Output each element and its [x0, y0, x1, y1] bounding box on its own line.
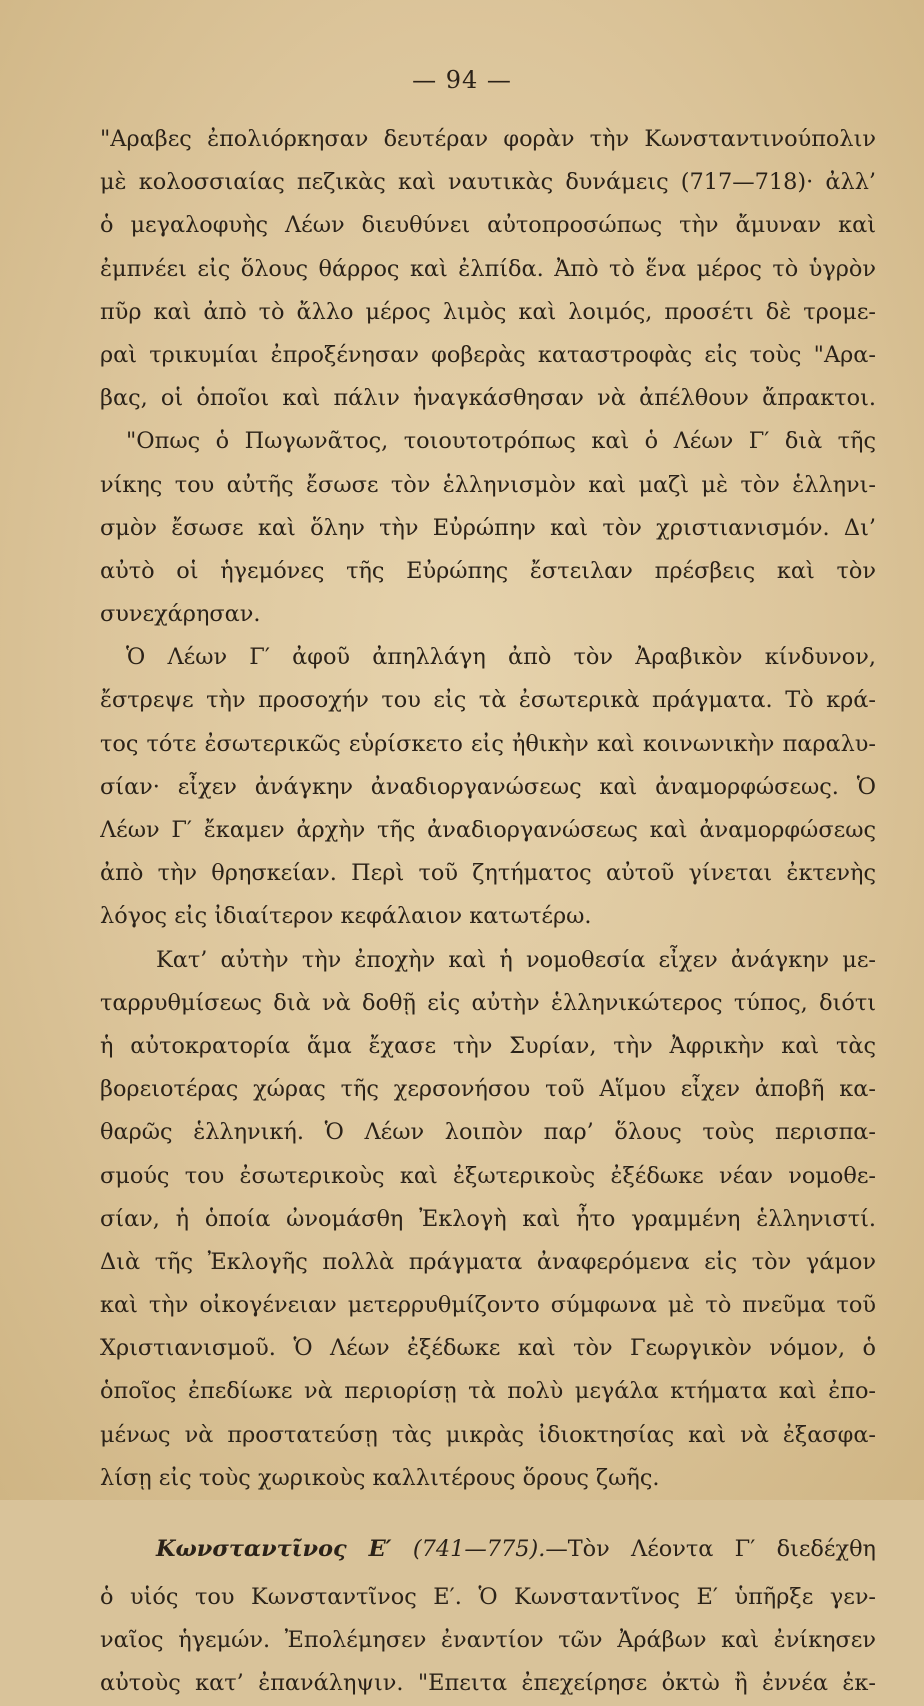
text-line: λίσῃ εἰς τοὺς χωρικοὺς καλλιτέρους ὅρους ζωῆς. — [100, 1464, 660, 1491]
text-line: ναῖος ἡγεμών. Ἐπολέμησεν ἐναντίον τῶν Ἀράβων καὶ ἐνίκησεν — [100, 1627, 876, 1654]
text-line: ταρρυθμίσεως διὰ νὰ δοθῇ εἰς αὐτὴν ἑλληνικώτερος τύπος, διότι — [100, 989, 876, 1016]
text-line: ὁποῖος ἐπεδίωκε νὰ περιορίσῃ τὰ πολὺ μεγάλα κτήματα καὶ ἐπο- — [100, 1378, 876, 1405]
paragraph-constantine-v — [100, 1576, 876, 1706]
body-text — [100, 118, 876, 1706]
text-line: σίαν· εἶχεν ἀνάγκην ἀναδιοργανώσεως καὶ ἀναμορφώσεως. Ὁ — [100, 773, 876, 800]
text-line: θαρῶς ἑλληνική. Ὁ Λέων λοιπὸν παρ’ ὅλους τοὺς περισπα- — [100, 1119, 876, 1146]
text-line: βορειοτέρας χώρας τῆς χερσονήσου τοῦ Αἵμου εἶχεν ἀποβῆ κα- — [100, 1076, 876, 1103]
section-heading-rest: —Τὸν Λέοντα Γ′ διεδέχθη — [545, 1536, 876, 1562]
text-line: καὶ τὴν οἰκογένειαν μετερρυθμίζοντο σύμφωνα μὲ τὸ πνεῦμα τοῦ — [100, 1292, 876, 1319]
text-line: ἀπὸ τὴν θρησκείαν. Περὶ τοῦ ζητήματος αὐτοῦ γίνεται ἐκτενὴς — [100, 860, 876, 887]
text-line: πῦρ καὶ ἀπὸ τὸ ἄλλο μέρος λιμὸς καὶ λοιμός, προσέτι δὲ τρομε- — [100, 298, 876, 325]
text-line: μὲ κολοσσιαίας πεζικὰς καὶ ναυτικὰς δυνάμεις (717—718)· ἀλλ’ — [100, 169, 876, 196]
text-line: Κατ’ αὐτὴν τὴν ἐποχὴν καὶ ἡ νομοθεσία εἶχεν ἀνάγκην με- — [156, 946, 876, 973]
text-line: Χριστιανισμοῦ. Ὁ Λέων ἐξέδωκε καὶ τὸν Γεωργικὸν νόμον, ὁ — [100, 1335, 876, 1362]
page-number: — 94 — — [412, 66, 512, 94]
text-line: συνεχάρησαν. — [100, 601, 261, 628]
paragraph-hellenism-saved — [100, 420, 876, 636]
text-line: λόγος εἰς ἰδιαίτερον κεφάλαιον κατωτέρω. — [100, 903, 592, 930]
text-line: μένως νὰ προστατεύσῃ τὰς μικρὰς ἰδιοκτησίας καὶ νὰ ἐξασφα- — [100, 1421, 876, 1448]
text-line: ἔστρεψε τὴν προσοχήν του εἰς τὰ ἐσωτερικὰ πράγματα. Τὸ κρά- — [100, 687, 876, 714]
text-line: ὁ υἱός του Κωνσταντῖνος Ε′. Ὁ Κωνσταντῖνος Ε′ ὑπῆρξε γεν- — [100, 1584, 876, 1610]
text-line: νίκης του αὐτῆς ἔσωσε τὸν ἑλληνισμὸν καὶ μαζὶ μὲ τὸν ἑλληνι- — [100, 471, 876, 498]
text-line: Λέων Γ′ ἔκαμεν ἀρχὴν τῆς ἀναδιοργανώσεως καὶ ἀναμορφώσεως — [100, 817, 876, 843]
section-heading — [100, 1522, 876, 1576]
text-line: ὁ μεγαλοφυὴς Λέων διευθύνει αὐτοπροσώπως τὴν ἄμυναν καὶ — [100, 212, 876, 239]
paragraph-arab-siege — [100, 118, 876, 420]
text-line: αὐτὸ οἱ ἡγεμόνες τῆς Εὐρώπης ἔστειλαν πρέσβεις καὶ τὸν — [100, 557, 876, 584]
text-line: "Οπως ὁ Πωγωνᾶτος, τοιουτοτρόπως καὶ ὁ Λέων Γ′ διὰ τῆς — [126, 428, 876, 455]
text-line: τος τότε ἐσωτερικῶς εὑρίσκετο εἰς ἠθικὴν καὶ κοινωνικὴν παραλυ- — [100, 730, 876, 757]
text-line: σμὸν ἔσωσε καὶ ὅλην τὴν Εὐρώπην καὶ τὸν χριστιανισμόν. Δι’ — [100, 514, 876, 541]
text-line: Διὰ τῆς Ἐκλογῆς πολλὰ πράγματα ἀναφερόμενα εἰς τὸν γάμον — [100, 1248, 876, 1275]
paragraph-legislation — [100, 939, 876, 1500]
text-line: ἡ αὐτοκρατορία ἅμα ἔχασε τὴν Συρίαν, τὴν Ἀφρικὴν καὶ τὰς — [100, 1032, 876, 1059]
text-line: ἐμπνέει εἰς ὅλους θάρρος καὶ ἐλπίδα. Ἀπὸ τὸ ἕνα μέρος τὸ ὑγρὸν — [100, 255, 876, 282]
text-line: σίαν, ἡ ὁποία ὠνομάσθη Ἐκλογὴ καὶ ἦτο γραμμένη ἑλληνιστί. — [100, 1205, 876, 1232]
section-heading-name: Κωνσταντῖνος Ε′ — [156, 1536, 392, 1562]
text-line: αὐτοὺς κατ’ ἐπανάληψιν. "Επειτα ἐπεχείρησε ὀκτὼ ἢ ἐννέα ἐκ- — [100, 1670, 876, 1697]
text-line: σμούς του ἐσωτερικοὺς καὶ ἐξωτερικοὺς ἐξέδωκε νέαν νομοθε- — [100, 1162, 876, 1189]
text-line: ραὶ τρικυμίαι ἐπροξένησαν φοβερὰς καταστροφὰς εἰς τοὺς "Αρα- — [100, 341, 876, 368]
paragraph-internal-affairs — [100, 636, 876, 938]
text-line: "Αραβες ἐπολιόρκησαν δευτέραν φορὰν τὴν Κωνσταντινούπολιν — [100, 126, 876, 152]
section-heading-years: (741—775). — [412, 1536, 546, 1562]
text-line: Ὁ Λέων Γ′ ἀφοῦ ἀπηλλάγη ἀπὸ τὸν Ἀραβικὸν κίνδυνον, — [126, 644, 876, 671]
text-line: βας, οἱ ὁποῖοι καὶ πάλιν ἠναγκάσθησαν νὰ ἀπέλθουν ἄπρακτοι. — [100, 385, 876, 412]
